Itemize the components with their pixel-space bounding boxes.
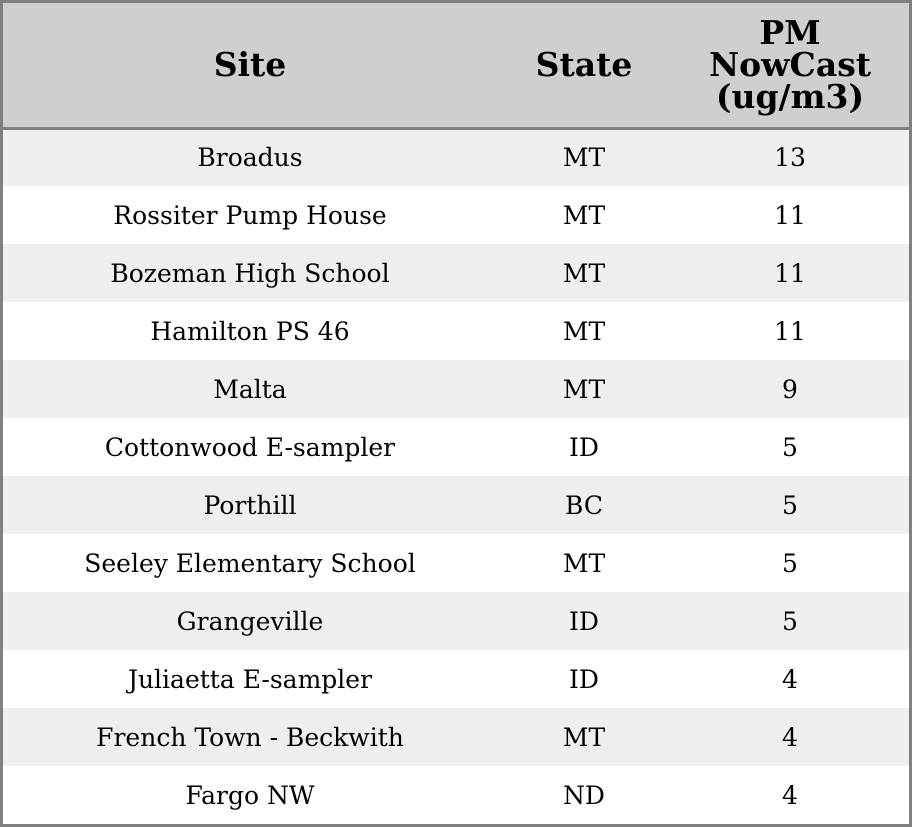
cell-state: BC [565, 490, 603, 520]
cell-state: MT [562, 143, 606, 173]
cell-site: Broadus [197, 143, 303, 173]
cell-site: Porthill [203, 490, 297, 520]
table-row [3, 360, 909, 418]
cell-state: ID [569, 664, 599, 694]
cell-state: ID [569, 606, 599, 636]
cell-pm-nowcast: 4 [782, 780, 798, 810]
cell-site: French Town - Beckwith [96, 722, 404, 752]
table-row [3, 128, 909, 186]
cell-state: ID [569, 432, 599, 462]
column-header-pm-nowcast [671, 3, 909, 128]
table-row [3, 418, 909, 476]
table-row [3, 302, 909, 360]
table-row [3, 186, 909, 244]
cell-site: Malta [213, 374, 287, 404]
cell-pm-nowcast: 13 [774, 143, 806, 173]
cell-state: MT [562, 722, 606, 752]
column-header-pm-line-2: NowCast [708, 44, 872, 84]
table-row [3, 766, 909, 824]
cell-state: MT [562, 258, 606, 288]
cell-site: Grangeville [176, 606, 324, 636]
column-header-pm-line-3: (ug/m3) [715, 76, 865, 116]
cell-state: MT [562, 548, 606, 578]
cell-site: Seeley Elementary School [84, 548, 416, 578]
cell-pm-nowcast: 11 [774, 258, 806, 288]
cell-site: Bozeman High School [110, 258, 390, 288]
cell-pm-nowcast: 11 [774, 200, 806, 230]
table-row [3, 534, 909, 592]
cell-site: Fargo NW [185, 780, 315, 810]
cell-site: Rossiter Pump House [113, 200, 387, 230]
cell-pm-nowcast: 5 [782, 490, 798, 520]
cell-pm-nowcast: 5 [782, 432, 798, 462]
cell-pm-nowcast: 9 [782, 374, 798, 404]
cell-state: MT [562, 200, 606, 230]
table-row [3, 708, 909, 766]
table-row [3, 650, 909, 708]
table-body [3, 128, 909, 824]
cell-state: MT [562, 374, 606, 404]
cell-state: ND [563, 780, 605, 810]
cell-site: Cottonwood E-sampler [104, 432, 396, 462]
cell-site: Hamilton PS 46 [150, 316, 350, 346]
cell-site: Juliaetta E-sampler [127, 664, 373, 694]
table-row [3, 244, 909, 302]
cell-pm-nowcast: 5 [782, 548, 798, 578]
pm-nowcast-table [3, 3, 909, 824]
column-header-pm-line-1: PM [759, 12, 821, 52]
cell-pm-nowcast: 11 [774, 316, 806, 346]
table-row [3, 476, 909, 534]
cell-pm-nowcast: 4 [782, 664, 798, 694]
cell-pm-nowcast: 4 [782, 722, 798, 752]
column-header-site: Site [3, 3, 497, 128]
cell-state: MT [562, 316, 606, 346]
table-header-row [3, 3, 909, 128]
column-header-state: State [497, 3, 671, 128]
table-row [3, 592, 909, 650]
cell-pm-nowcast: 5 [782, 606, 798, 636]
